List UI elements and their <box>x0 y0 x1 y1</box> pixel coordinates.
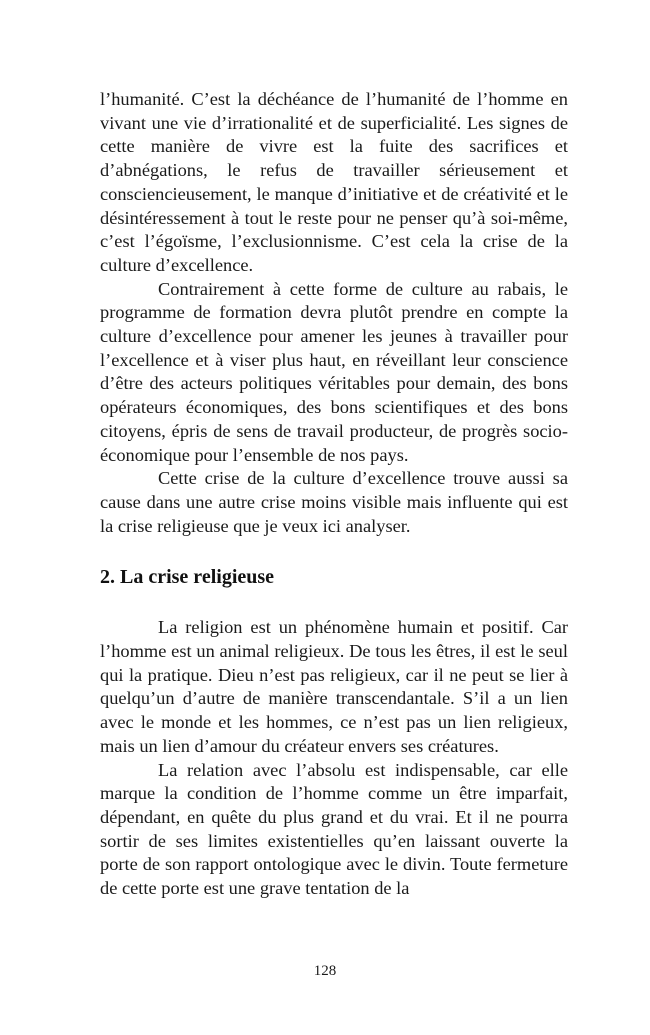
page-number: 128 <box>313 963 337 979</box>
paragraph-culture-excellence: Contrairement à cette forme de culture au rabais, le programme de formation devra plutôt prendre en compte la culture d’excellence pour amener les jeunes à travailler pour l’excellence et à viser plus haut, en réveillant leur conscience d’être des acteurs politiques véritables pour demain, des bons opérateurs économiques, des bons scientifiques et des bons citoyens, épris de sens de travail producteur, de progrès socio-économique pour l’ensemble de nos pays. <box>100 278 568 465</box>
paragraph-absolu: La relation avec l’absolu est indispensable, car elle marque la condition de l’homme comme un être imparfait, dépendant, en quête du plus grand et du vrai. Et il ne pourra sortir de ses limites existentielles qu’en laissant ouverte la porte de son rapport ontologique avec le divin. Toute fermeture de cette porte est une grave tentation de la <box>100 759 568 899</box>
section-heading: 2. La crise religieuse <box>100 566 275 589</box>
paragraph-continuation: l’humanité. C’est la déchéance de l’humanité de l’homme en vivant une vie d’irrationalité et de superficialité. Les signes de cette manière de vivre est la fuite des sacrifices et d’abnégations, le refus de travailler sérieusement et consciencieusement, le manque d’initiative et de créativité et le désintéressement à tout le reste pour ne penser qu’à soi-même, c’est l’égoïsme, l’exclusionnisme. C’est cela la crise de la culture d’excellence. <box>100 89 568 275</box>
page-body <box>100 88 568 901</box>
paragraph-religion: La religion est un phénomène humain et positif. Car l’homme est un animal religieux. De tous les êtres, il est le seul qui la pratique. Dieu n’est pas religieux, car il ne peut se lier à quelqu’un d’autre de manière transcendantale. S’il a un lien avec le monde et les hommes, ce n’est pas un lien religieux, mais un lien d’amour du créateur envers ses créatures. <box>100 617 568 756</box>
paragraph-transition: Cette crise de la culture d’excellence trouve aussi sa cause dans une autre crise moins visible mais influente qui est la crise religieuse que je veux ici analyser. <box>100 468 568 536</box>
